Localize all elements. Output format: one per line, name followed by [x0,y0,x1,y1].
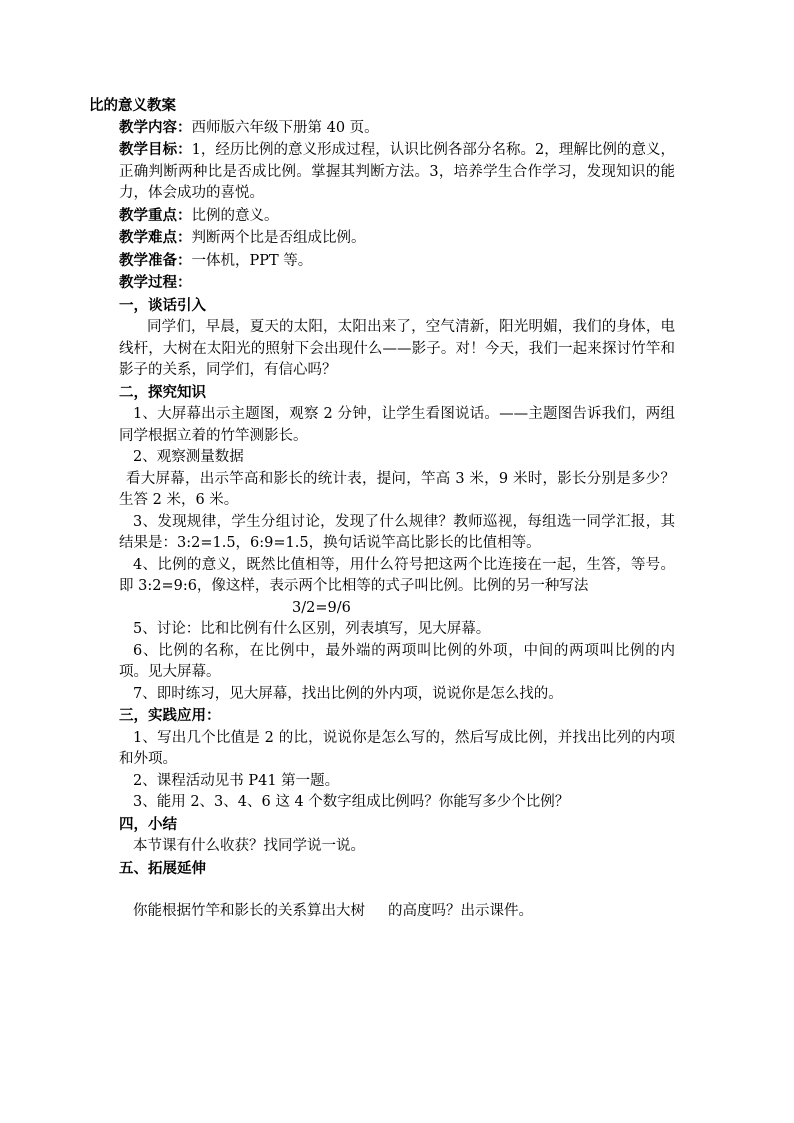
teaching-key-point [119,205,675,228]
section-2-heading [119,382,675,405]
teaching-content [119,117,675,140]
teaching-key-point-text: 比例的意义。 [191,207,279,224]
section-2-item-7: 7、即时练习，见大屏幕，找出比例的外内项，说说你是怎么找的。 [133,685,563,702]
teaching-goal-label: 教学目标： [119,141,192,158]
section-2-item-2-detail: 看大屏幕，出示竿高和影长的统计表，提问，竿高 3 米，9 米时，影长分别是多少？生答 2 米，6 米。 [119,470,675,508]
teaching-difficulty [119,227,675,250]
teaching-preparation-label: 教学准备： [119,251,192,269]
teaching-difficulty-text: 判断两个比是否组成比例。 [191,230,366,246]
teaching-goal-text: 1，经历比例的意义形成过程，认识比例各部分名称。2，理解比例的意义，正确判断两种比是否成比例。掌握其判断方法。3，培养学生合作学习，发现知识的能力，体会成功的喜悦。 [119,142,675,201]
teaching-content-text: 西师版六年级下册第 40 页。 [191,119,379,136]
section-5-heading [119,858,675,881]
section-2-item-1: 1、大屏幕出示主题图，观察 2 分钟，让学生看图说话。——主题图告诉我们，两组同学根据立着的竹竿测影长。 [119,406,675,444]
section-4-heading [119,814,675,837]
teaching-preparation [119,250,675,273]
document-title: 比的意义教案 [89,97,176,114]
section-1-heading [119,295,675,318]
section-2-item-5: 5、讨论：比和比例有什么区别，列表填写，见大屏幕。 [133,621,491,637]
lesson-plan [89,95,675,923]
section-5-paragraph: 你能根据竹竿和影长的关系算出大树 的高度吗？出示课件。 [133,903,534,919]
section-2-heading-text: 二，探究知识 [119,383,206,401]
section-1-heading-text: 一，谈话引入 [119,296,206,314]
section-3-heading-text: 三，实践应用： [119,707,221,724]
section-3-item-2: 2、课程活动见书 P41 第一题。 [133,772,340,789]
section-2-item-2: 2、观察测量数据 [133,449,244,465]
ratio-formula: 3/2=9/6 [292,599,351,616]
teaching-difficulty-label: 教学难点： [119,229,192,246]
section-2-item-6: 6、比例的名称，在比例中，最外端的两项叫比例的外项，中间的两项叫比例的内项。见大屏幕。 [119,642,675,680]
teaching-process-label: 教学过程： [119,274,192,291]
teaching-preparation-text: 一体机，PPT 等。 [191,252,313,269]
teaching-content-label: 教学内容： [119,118,192,136]
section-3-item-3: 3、能用 2、3、4、6 这 4 个数字组成比例吗？你能写多少个比例？ [133,794,570,810]
section-4-heading-text: 四，小结 [119,815,177,833]
teaching-key-point-label: 教学重点： [119,206,192,224]
section-2-item-4: 4、比例的意义，既然比值相等，用什么符号把这两个比连接在一起，生答，等号。即 3:2=9:6，像这样，表示两个比相等的式子叫比例。比例的另一种写法 [119,556,675,594]
teaching-goal [119,139,675,205]
teaching-process [119,272,675,295]
section-5-heading-text: 五、拓展延伸 [119,859,206,877]
section-3-heading [119,705,675,728]
section-2-item-3: 3、发现规律，学生分组讨论，发现了什么规律？教师巡视，每组选一同学汇报，其结果是：3:2=1.5，6:9=1.5，换句话说竿高比影长的比值相等。 [119,513,675,551]
section-3-item-1: 1、写出几个比值是 2 的比，说说你是怎么写的，然后写成比例，并找出比列的内项和外项。 [119,729,675,767]
section-4-paragraph: 本节课有什么收获？找同学说一说。 [133,838,365,854]
spacer [119,880,675,901]
section-1-paragraph: 同学们，早晨，夏天的太阳，太阳出来了，空气清新，阳光明媚，我们的身体，电线杆，大树在太阳光的照射下会出现什么——影子。对！今天，我们一起来探讨竹竿和影子的关系，同学们，有信心吗？ [119,319,675,378]
